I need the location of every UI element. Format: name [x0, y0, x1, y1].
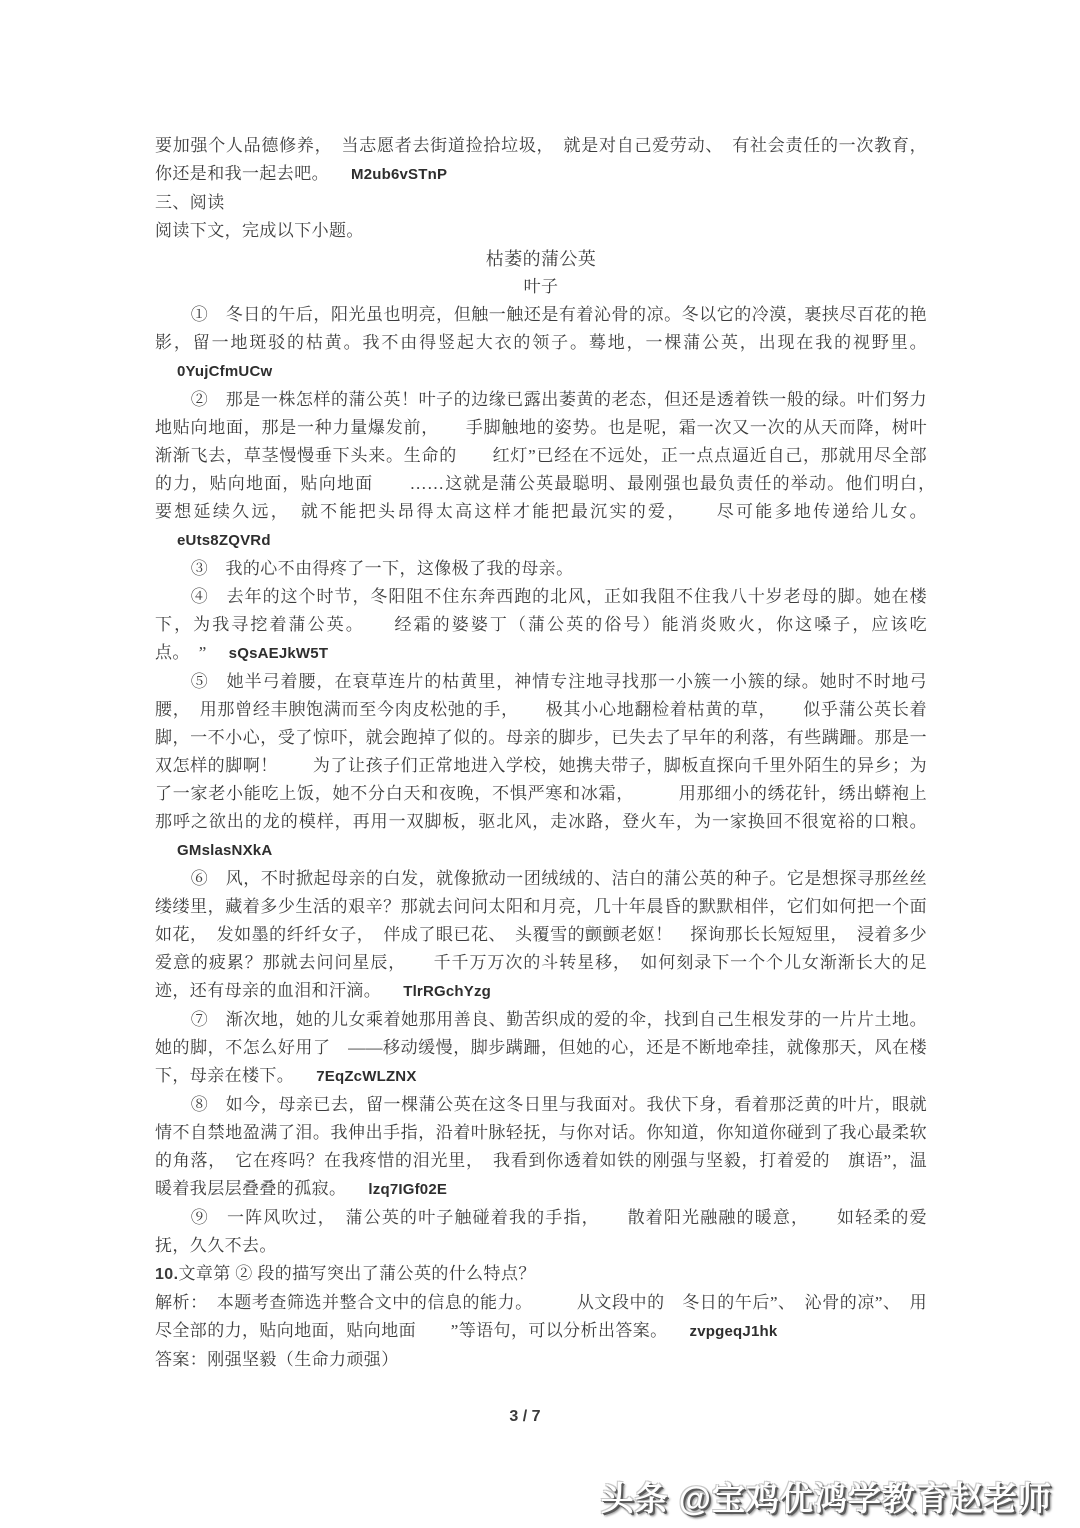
essay-paragraph-8	[155, 1091, 927, 1204]
paragraph-text: ⑧ 如今，母亲已去，留一棵蒲公英在这冬日里与我面对。我伏下身，看着那泛黄的叶片，眼就情不自禁地盈满了泪。我伸出手指，沿着叶脉轻抚，与你对话。你知道，你知道你碰到了我心最柔软的角落， 它在疼吗？在我疼惜的泪光里， 我看到你透着如铁的刚强与坚毅，打着爱的 旗语”，温暖着我层层叠叠的孤寂。	[155, 1095, 927, 1198]
paragraph-text: ⑤ 她半弓着腰，在衰草连片的枯黄里，神情专注地寻找那一小簇一小簇的绿。她时不时地弓腰， 用那曾经丰腴饱满而至今肉皮松弛的手， 极其小心地翻检着枯黄的草， 似乎蒲公英长着脚，一不小心，受了惊吓，就会跑掉了似的。母亲的脚步，已失去了早年的利落，有些蹒跚。那是一双怎样的脚啊！ 为了让孩子们正常地进入学校，她携夫带子，脚板直探向千里外陌生的异乡；为了一家老小能吃上饭，她不分白天和夜晚，不惧严寒和冰霜， 用那细小的绣花针，绣出蟒袍上那呼之欲出的龙的模样，再用一双脚板，驱北风，走冰路，登火车，为一家换回不很宽裕的口粮。	[155, 672, 927, 831]
inline-code: TlrRGchYzg	[403, 983, 492, 1000]
inline-code: 0YujCfmUCw	[177, 363, 273, 380]
analysis-line	[155, 1289, 927, 1346]
paragraph-text: ② 那是一株怎样的蒲公英！叶子的边缘已露出萎黄的老态，但还是透着铁一般的绿。叶们努力地贴向地面，那是一种力量爆发前， 手脚触地的姿势。也是呢，霜一次又一次的从天而降，树叶渐渐飞去，草茎慢慢垂下头来。生命的 红灯”已经在不远处，正一点点逼近自己，那就用尽全部的力，贴向地面，贴向地面 ……这就是蒲公英最聪明、最刚强也最负责任的举动。他们明白， 要想延续久远， 就不能把头昂得太高这样才能把最沉实的爱， 尽可能多地传递给儿女。	[155, 390, 945, 521]
inline-code: lzq7IGf02E	[368, 1181, 448, 1198]
paragraph-text: ① 冬日的午后，阳光虽也明亮，但触一触还是有着沁骨的凉。冬以它的冷漠，裹挟尽百花的艳影，留一地斑驳的枯黄。我不由得竖起大衣的领子。蓦地，一棵蒲公英，出现在我的视野里。	[155, 305, 927, 352]
essay-paragraph-4	[155, 583, 927, 668]
paragraph-text: ④ 去年的这个时节，冬阳阻不住东奔西跑的北风，正如我阻不住我八十岁老母的脚。她在楼下，为我寻挖着蒲公英。 经霜的婆婆丁（蒲公英的俗号）能消炎败火，你这嗓子，应该吃点。 ”	[155, 587, 927, 662]
paragraph-text: ⑨ 一阵风吹过， 蒲公英的叶子触碰着我的手指， 散着阳光融融的暖意， 如轻柔的爱抚，久久不去。	[155, 1208, 927, 1255]
question-10	[155, 1260, 927, 1289]
essay-paragraph-7	[155, 1006, 927, 1091]
intro-paragraph	[155, 132, 927, 189]
essay-paragraph-6	[155, 865, 927, 1006]
essay-title: 枯萎的蒲公英	[485, 249, 597, 269]
essay-paragraph-9	[155, 1204, 927, 1260]
essay-paragraph-3	[155, 555, 927, 583]
essay-author: 叶子	[523, 277, 559, 296]
question-text: 文章第 ② 段的描写突出了蒲公英的什么特点？	[178, 1264, 536, 1283]
paragraph-text: ⑥ 风，不时掀起母亲的白发，就像掀动一团绒绒的、洁白的蒲公英的种子。它是想探寻那丝丝缕缕里，藏着多少生活的艰辛？那就去问问太阳和月亮，几十年晨昏的默默相伴，它们如何把一个面如花， 发如墨的纤纤女子， 伴成了眼已花、 头覆雪的颤颤老妪！ 探询那长长短短里， 浸着多少爱意的疲累？那就去问问星辰， 千千万万次的斗转星移， 如何刻录下一个个儿女渐渐长大的足迹，还有母亲的血泪和汗滴。	[155, 869, 927, 1000]
inline-code: M2ub6vSTnP	[351, 166, 448, 183]
reading-instruction: 阅读下文，完成以下小题。	[155, 221, 364, 240]
page-number: 3 / 7	[509, 1408, 541, 1425]
inline-code: sQsAEJkW5T	[228, 645, 329, 662]
document-content	[155, 132, 945, 1374]
answer-line: 答案：刚强坚毅（生命力顽强）	[155, 1350, 399, 1369]
essay-paragraph-5	[155, 668, 927, 865]
paragraph-text: ⑦ 渐次地，她的儿女乘着她那用善良、勤苦织成的爱的伞，找到自己生根发芽的一片片土地。她的脚，不怎么好用了 ——移动缓慢，脚步蹒跚，但她的心，还是不断地牵挂，就像那天，风在楼下，母亲在楼下。	[155, 1010, 927, 1085]
inline-code: GMslasNXkA	[177, 842, 273, 859]
inline-code: 7EqZcWLZNX	[316, 1068, 417, 1085]
watermark: 头条 @宝鸡优鸿学教育赵老师	[600, 1480, 1052, 1517]
intro-text: 要加强个人品德修养， 当志愿者去街道捡拾垃圾， 就是对自己爱劳动、 有社会责任的一次教育，你还是和我一起去吧。	[155, 136, 927, 183]
essay-paragraph-1	[155, 301, 927, 386]
question-number: 10.	[155, 1266, 179, 1283]
inline-code: zvpgeqJ1hk	[689, 1323, 778, 1340]
analysis-text: 解析： 本题考查筛选并整合文中的信息的能力。 从文段中的 冬日的午后”、 沁骨的凉”、 用尽全部的力，贴向地面，贴向地面 ”等语句，可以分析出答案。	[155, 1293, 927, 1340]
inline-code: eUts8ZQVRd	[177, 532, 271, 549]
essay-paragraph-2	[155, 386, 945, 555]
section-heading: 三、阅读	[155, 193, 225, 212]
paragraph-text: ③ 我的心不由得疼了一下，这像极了我的母亲。	[190, 559, 574, 578]
